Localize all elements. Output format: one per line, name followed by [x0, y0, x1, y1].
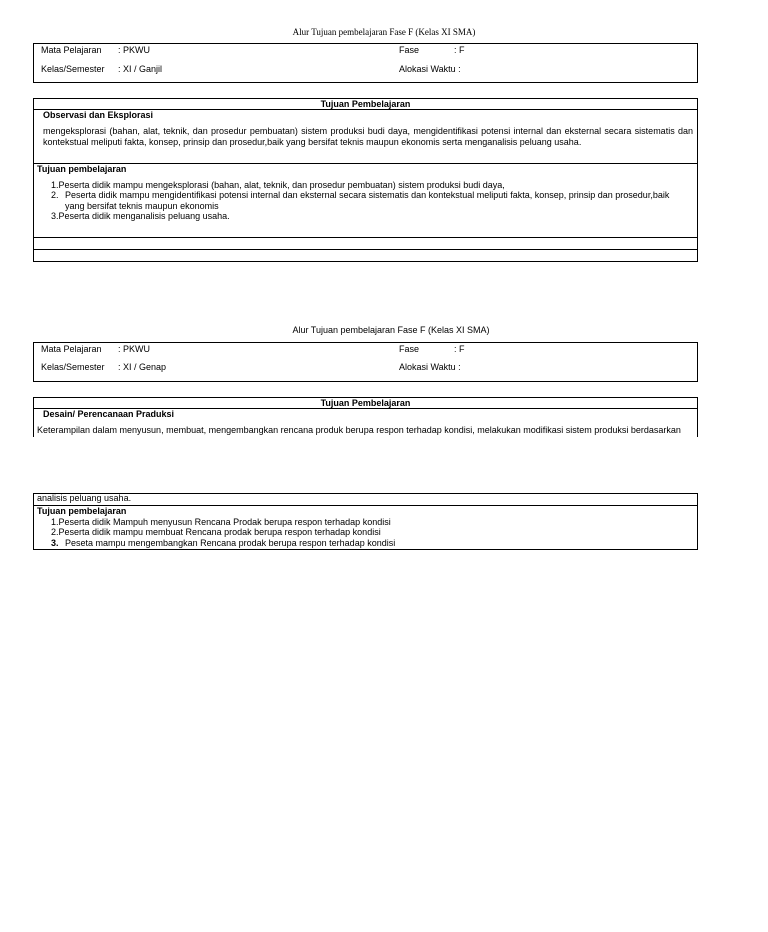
section2-tujuan-title: Tujuan pembelajaran [37, 506, 127, 516]
section2-kelas-value: : XI / Genap [118, 362, 167, 372]
section1-mata-value: : PKWU [118, 45, 151, 55]
section1-alokasi-label: Alokasi Waktu : [399, 64, 461, 74]
section1-fase-label: Fase [399, 45, 420, 55]
section1-item-2-number: 2. [51, 190, 59, 200]
section2-item-3: Peseta mampu mengembangkan Rencana prodak berupa respon terhadap kondisi [65, 538, 396, 548]
section2-element-title: Desain/ Perencanaan Praduksi [43, 409, 175, 419]
section2-item-2: 2.Peserta didik mampu membuat Rencana prodak berupa respon terhadap kondisi [51, 527, 381, 537]
section1-kelas-label: Kelas/Semester [41, 64, 105, 74]
section1-item-3: 3.Peserta didik menganalisis peluang usaha. [51, 211, 230, 221]
section1-tujuan-title: Tujuan pembelajaran [37, 164, 127, 174]
section2-fase-label: Fase [399, 344, 420, 354]
section1-element-description: mengeksplorasi (bahan, alat, teknik, dan prosedur pembuatan) sistem produksi budi daya, mengidentifikasi potensi internal dan eksternal secara sistematis dan kontekstual meliputi fakta, konsep, prinsip dan prosedur,baik yang bersifat teknis maupun ekonomis serta menganalisis peluang usaha. [43, 126, 693, 147]
section2-fase-value: : F [454, 344, 465, 354]
section1-item-2: Peserta didik mampu mengidentifikasi potensi internal dan eksternal secara sistematis dan kontekstual meliputi fakta, konsep, prinsip dan prosedur,baik [65, 190, 670, 200]
section1-fase-value: : F [454, 45, 465, 55]
section1-tp-header: Tujuan Pembelajaran [320, 99, 411, 109]
section2-kelas-label: Kelas/Semester [41, 362, 105, 372]
section2-element-description-line1: Keterampilan dalam menyusun, membuat, mengembangkan rencana produk berupa respon terhadap kondisi, melakukan modifikasi sistem produksi berdasarkan [37, 425, 681, 435]
section1-divider-1 [33, 163, 698, 164]
section1-divider-3 [33, 249, 698, 250]
section2-title: Alur Tujuan pembelajaran Fase F (Kelas XI SMA) [292, 325, 490, 335]
section1-element-title: Observasi dan Eksplorasi [43, 110, 154, 120]
section1-title: Alur Tujuan pembelajaran Fase F (Kelas XI SMA) [292, 27, 476, 37]
section1-divider-2 [33, 237, 698, 238]
section2-mata-value: : PKWU [118, 344, 151, 354]
section1-item-1: 1.Peserta didik mampu mengeksplorasi (bahan, alat, teknik, dan prosedur pembuatan) sistem produksi budi daya, [51, 180, 505, 190]
section2-element-description-line2: analisis peluang usaha. [37, 493, 132, 503]
section1-item-2-continued: yang bersifat teknis maupun ekonomis [65, 201, 219, 211]
section2-mata-label: Mata Pelajaran [41, 344, 102, 354]
section1-kelas-value: : XI / Ganjil [118, 64, 163, 74]
section1-mata-label: Mata Pelajaran [41, 45, 102, 55]
section2-item-3-number: 3. [51, 538, 59, 548]
section2-divider-1 [33, 505, 698, 506]
section2-tp-header: Tujuan Pembelajaran [320, 398, 411, 408]
section2-item-1: 1.Peserta didik Mampuh menyusun Rencana Prodak berupa respon terhadap kondisi [51, 517, 391, 527]
section2-alokasi-label: Alokasi Waktu : [399, 362, 461, 372]
